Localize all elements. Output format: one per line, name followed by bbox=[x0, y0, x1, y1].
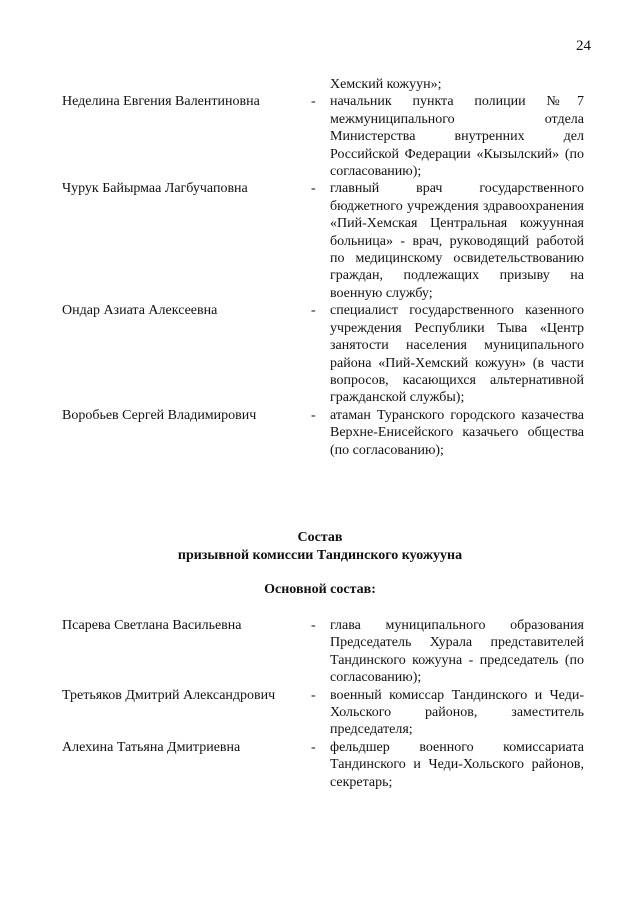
member-role: специалист государственного казенного учреждения Республики Тыва «Центр занятости населения муниципального района «Пий-Хемский кожуун» (в части вопросов, касающихся альтернативной гражданской службы); bbox=[330, 303, 584, 406]
member-row bbox=[0, 617, 640, 687]
member-role: военный комиссар Тандинского и Чеди-Хольского районов, заместитель председателя; bbox=[330, 687, 584, 738]
page-number: 24 bbox=[576, 38, 591, 54]
member-name: Алехина Татьяна Дмитриевна bbox=[62, 739, 241, 755]
member-row bbox=[0, 302, 640, 406]
member-row bbox=[0, 93, 640, 180]
section-subtitle-commission: призывной комиссии Тандинского куожууна bbox=[177, 548, 463, 563]
member-role: атаман Туранского городского казачества Верхне-Енисейского казачьего общества (по согласованию); bbox=[330, 407, 584, 458]
dash-separator: - bbox=[311, 94, 316, 110]
member-name: Чурук Байырмаа Лагбучаповна bbox=[62, 181, 248, 197]
member-row bbox=[0, 687, 640, 739]
member-row bbox=[0, 180, 640, 302]
member-row bbox=[0, 407, 640, 459]
dash-separator: - bbox=[311, 739, 316, 755]
dash-separator: - bbox=[311, 407, 316, 423]
member-role: фельдшер военного комиссариата Тандинского и Чеди-Хольского районов, секретарь; bbox=[330, 739, 584, 790]
member-role: начальник пункта полиции №7 межмуниципального отдела Министерства внутренних дел Российской Федерации «Кызылский» (по согласованию); bbox=[330, 94, 584, 180]
dash-separator: - bbox=[311, 618, 316, 633]
tandinsky-commission-members-list bbox=[0, 617, 640, 791]
section-title: Состав bbox=[297, 530, 343, 545]
commission-members-list bbox=[0, 76, 640, 459]
dash-separator: - bbox=[311, 687, 316, 703]
member-row bbox=[0, 739, 640, 791]
member-name: Неделина Евгения Валентиновна bbox=[62, 94, 260, 110]
member-name: Псарева Светлана Васильевна bbox=[62, 618, 242, 633]
role-continuation: Хемский кожуун»; bbox=[330, 77, 442, 92]
dash-separator: - bbox=[311, 181, 316, 197]
member-name: Воробьев Сергей Владимирович bbox=[62, 407, 257, 423]
member-name: Ондар Азиата Алексеевна bbox=[62, 303, 218, 319]
member-role: глава муниципального образования Председатель Хурала представителей Тандинского кожууна - председатель (по согласованию); bbox=[330, 618, 584, 686]
dash-separator: - bbox=[311, 303, 316, 319]
member-name: Третьяков Дмитрий Александрович bbox=[62, 687, 276, 703]
main-composition-heading: Основной состав: bbox=[264, 582, 376, 597]
member-role: главный врач государственного бюджетного учреждения здравоохранения «Пий-Хемская Центральная кожуунная больница» - врач, руководящий работой по медицинскому освидетельствованию граждан, подлежащих призыву на военную службу; bbox=[330, 181, 584, 301]
